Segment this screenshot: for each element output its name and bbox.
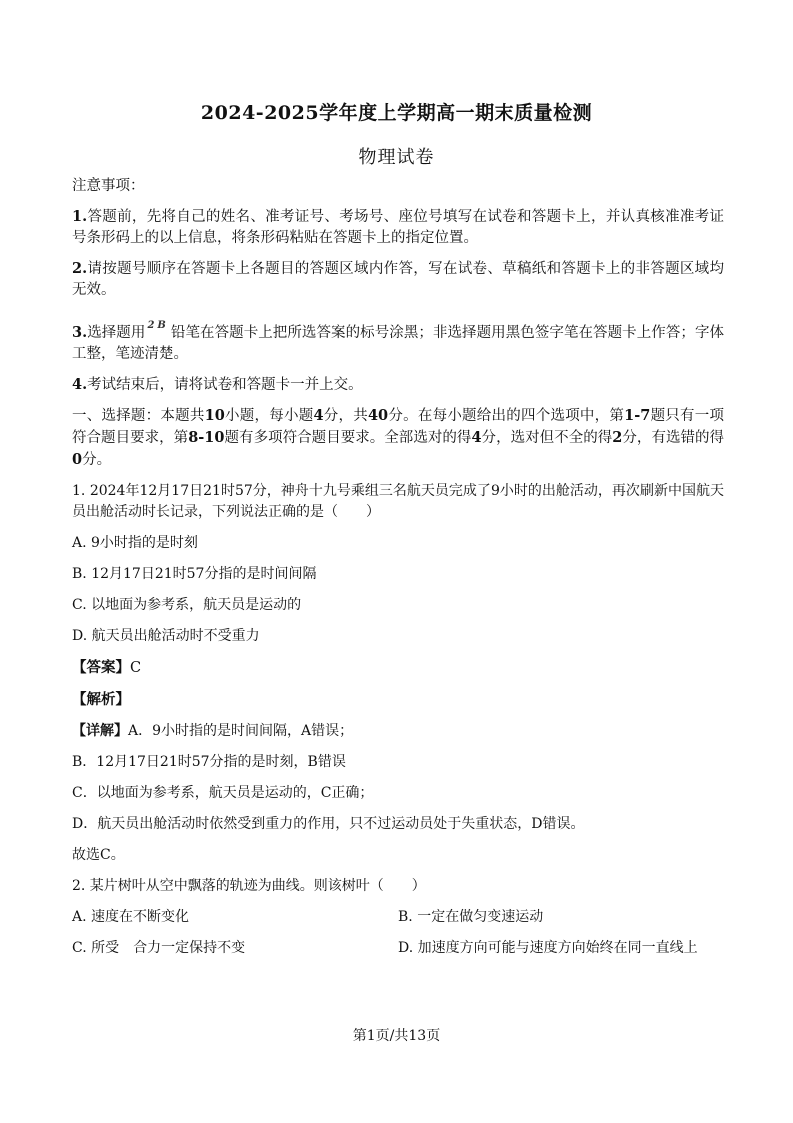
question-1-stem: 1. 2024年12月17日21时57分，神舟十九号乘组三名航天员完成了9小时的出舱活动，再次刷新中国航天员出舱活动时长记录，下列说法正确的是（ ） xyxy=(72,483,724,520)
notice-text: 选择题用 xyxy=(87,325,146,341)
question-1-detail-c: C．以地面为参考系，航天员是运动的，C正确； xyxy=(72,785,374,801)
notice-text: 请按题号顺序在答题卡上各题目的答题区域内作答，写在试卷、草稿纸和答题卡上的非答题区域均无效。 xyxy=(72,261,724,298)
question-1-detail-b: B．12月17日21时57分指的是时刻，B错误 xyxy=(72,754,346,770)
question-2-option-d: D. 加速度方向可能与速度方向始终在同一直线上 xyxy=(398,940,698,956)
question-1-detail-d: D．航天员出舱活动时依然受到重力的作用，只不过运动员处于失重状态，D错误。 xyxy=(72,816,585,832)
notice-item-1 xyxy=(72,206,724,249)
notice-heading: 注意事项： xyxy=(72,178,145,194)
question-1-analysis-label: 【解析】 xyxy=(72,691,130,708)
section-instructions: 一、选择题：本题共10小题，每小题4分，共40分。在每小题给出的四个选项中，第1-7题只有一项符合题目要求，第8-10题有多项符合题目要求。全部选对的得4分，选对但不全的得2分，有选错的得0分。 xyxy=(72,407,725,468)
question-1-option-c: C. 以地面为参考系，航天员是运动的 xyxy=(72,597,302,613)
question-2-option-c: C. 所受 合力一定保持不变 xyxy=(72,940,246,956)
notice-text: 考试结束后，请将试卷和答题卡一并上交。 xyxy=(87,377,363,393)
notice-num: 1. xyxy=(72,208,88,225)
question-1-conclusion: 故选C。 xyxy=(72,847,125,863)
question-2-option-a: A. 速度在不断变化 xyxy=(72,909,190,925)
exam-title: 2024-2025学年度上学期高一期末质量检测 xyxy=(200,102,593,124)
question-1-detail-a: 【详解】A．9小时指的是时间间隔，A错误； xyxy=(72,723,354,739)
notice-text: 答题前，先将自己的姓名、准考证号、考场号、座位号填写在试卷和答题卡上，并认真核准准考证号条形码上的以上信息，将条形码粘贴在答题卡上的指定位置。 xyxy=(72,209,724,246)
question-2-options-row-2 xyxy=(72,938,724,959)
exam-subject: 物理试卷 xyxy=(358,147,435,168)
question-1-option-a: A. 9小时指的是时刻 xyxy=(72,535,198,551)
notice-item-3 xyxy=(72,315,724,365)
notice-item-2 xyxy=(72,258,724,301)
question-2-option-b: B. 一定在做匀变速运动 xyxy=(398,909,544,925)
document-body xyxy=(72,176,724,969)
question-1-answer: 【答案】C xyxy=(72,659,142,676)
notice-num: 2. xyxy=(72,260,88,277)
notice-num: 3. xyxy=(72,324,88,341)
question-1-option-d: D. 航天员出舱活动时不受重力 xyxy=(72,628,260,644)
question-1-option-b: B. 12月17日21时57分指的是时间间隔 xyxy=(72,566,317,582)
notice-text: 铅笔在答题卡上把所选答案的标号涂黑；非选择题用黑色签字笔在答题卡上作答；字体工整，笔迹清楚。 xyxy=(72,325,725,362)
notice-item-4 xyxy=(72,374,724,396)
notice-num: 4. xyxy=(72,376,88,393)
question-2-stem: 2. 某片树叶从空中飘落的轨迹为曲线。则该树叶（ ） xyxy=(72,878,426,894)
question-2-options-row-1 xyxy=(72,907,724,928)
page-number: 第1页/共13页 xyxy=(352,1028,441,1044)
pencil-grade-mark: 2B xyxy=(147,320,169,331)
